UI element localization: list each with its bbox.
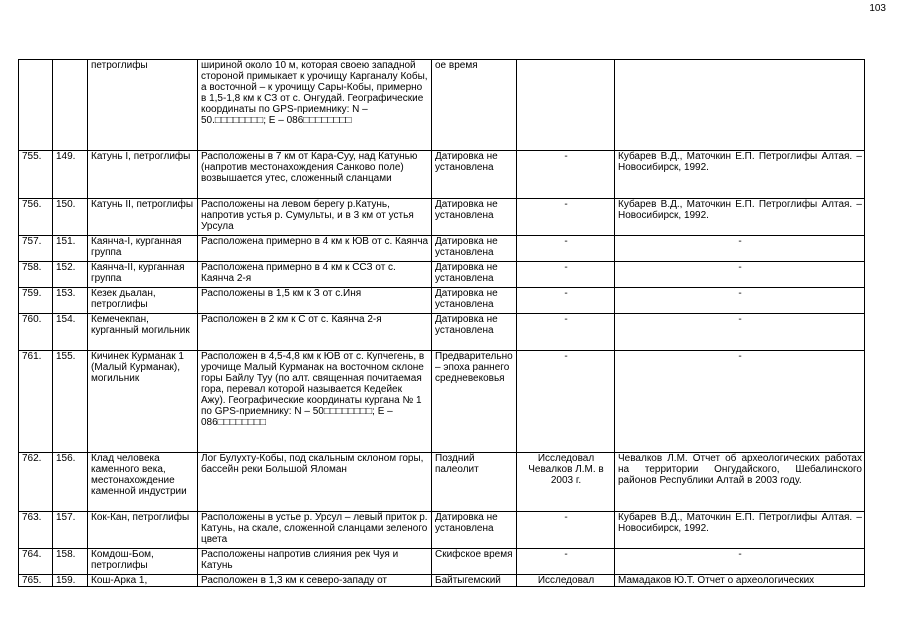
page-number: 103 [869, 3, 886, 14]
cell-literature: Кубарев В.Д., Маточкин Е.П. Петроглифы Алтая. – Новосибирск, 1992. [615, 199, 865, 236]
cell-literature: Чевалков Л.М. Отчет об археологических работах на территории Онгудайского, Шебалинского районов Республики Алтай в 2003 году. [615, 453, 865, 512]
table-row [19, 236, 865, 262]
cell-number: 755. [19, 151, 53, 199]
cell-monument-name: Каянча-I, курганная группа [88, 236, 198, 262]
cell-literature [615, 60, 865, 151]
cell-dating: Датировка не установлена [432, 288, 517, 314]
cell-sub-number: 150. [53, 199, 88, 236]
cell-monument-name: Кок-Кан, петроглифы [88, 512, 198, 549]
cell-researcher: - [517, 151, 615, 199]
monuments-table [18, 59, 865, 587]
cell-sub-number: 159. [53, 575, 88, 587]
cell-sub-number: 149. [53, 151, 88, 199]
cell-researcher: - [517, 314, 615, 351]
cell-literature: Кубарев В.Д., Маточкин Е.П. Петроглифы Алтая. – Новосибирск, 1992. [615, 512, 865, 549]
cell-dating: Датировка не установлена [432, 512, 517, 549]
cell-literature: Кубарев В.Д., Маточкин Е.П. Петроглифы Алтая. – Новосибирск, 1992. [615, 151, 865, 199]
cell-location: Расположены на левом берегу р.Катунь, напротив устья р. Сумульты, и в 3 км от устья Урсула [198, 199, 432, 236]
cell-monument-name: Кемечекпан, курганный могильник [88, 314, 198, 351]
cell-monument-name: Каянча-II, курганная группа [88, 262, 198, 288]
cell-monument-name: Кош-Арка 1, [88, 575, 198, 587]
cell-location: Расположена примерно в 4 км к ЮВ от с. Каянча [198, 236, 432, 262]
cell-researcher: - [517, 351, 615, 453]
cell-number: 762. [19, 453, 53, 512]
cell-number [19, 60, 53, 151]
table-row [19, 549, 865, 575]
cell-literature: - [615, 549, 865, 575]
table-row [19, 351, 865, 453]
cell-sub-number: 157. [53, 512, 88, 549]
cell-dating: Предварительно – эпоха раннего средневековья [432, 351, 517, 453]
cell-sub-number: 154. [53, 314, 88, 351]
cell-location: Расположены напротив слияния рек Чуя и Катунь [198, 549, 432, 575]
cell-location: Расположен в 1,3 км к северо-западу от [198, 575, 432, 587]
cell-researcher: - [517, 199, 615, 236]
cell-number: 756. [19, 199, 53, 236]
cell-number: 761. [19, 351, 53, 453]
table-row [19, 60, 865, 151]
cell-number: 757. [19, 236, 53, 262]
cell-researcher: - [517, 262, 615, 288]
cell-researcher: - [517, 512, 615, 549]
cell-location: шириной около 10 м, которая своею западной стороной примыкает к урочищу Карганалу Кобы, а восточной – к урочищу Сары-Кобы, примерно в 1,5-1,8 км к СЗ от с. Онгудай. Географические координаты по GPS-приемнику: N – 50.□□□□□□□□; E – 086□□□□□□□□ [198, 60, 432, 151]
cell-dating: Датировка не установлена [432, 199, 517, 236]
table-body [19, 60, 865, 587]
cell-monument-name: петроглифы [88, 60, 198, 151]
cell-number: 758. [19, 262, 53, 288]
cell-location: Расположен в 4,5-4,8 км к ЮВ от с. Купчегень, в урочище Малый Курманак на восточном склоне горы Байлу Туу (по алт. священная почитаемая гора, перевал которой называется Кедейек Ажу). Географические координаты кургана № 1 по GPS-приемнику: N – 50□□□□□□□□; E – 086□□□□□□□□ [198, 351, 432, 453]
cell-number: 763. [19, 512, 53, 549]
cell-monument-name: Комдош-Бом, петроглифы [88, 549, 198, 575]
table-row [19, 151, 865, 199]
cell-researcher: Исследовал [517, 575, 615, 587]
cell-literature: - [615, 288, 865, 314]
table-row [19, 314, 865, 351]
table-row [19, 512, 865, 549]
cell-sub-number: 152. [53, 262, 88, 288]
table-row [19, 199, 865, 236]
table-row [19, 262, 865, 288]
cell-dating: ое время [432, 60, 517, 151]
cell-sub-number: 156. [53, 453, 88, 512]
cell-dating: Скифское время [432, 549, 517, 575]
cell-literature: - [615, 236, 865, 262]
cell-literature: Мамадаков Ю.Т. Отчет о археологических [615, 575, 865, 587]
cell-number: 764. [19, 549, 53, 575]
cell-location: Расположены в 1,5 км к З от с.Иня [198, 288, 432, 314]
cell-researcher [517, 60, 615, 151]
cell-sub-number: 151. [53, 236, 88, 262]
cell-location: Расположен в 2 км к С от с. Каянча 2-я [198, 314, 432, 351]
cell-monument-name: Клад человека каменного века, местонахождение каменной индустрии [88, 453, 198, 512]
cell-number: 760. [19, 314, 53, 351]
cell-researcher: - [517, 236, 615, 262]
cell-sub-number: 158. [53, 549, 88, 575]
table-row [19, 575, 865, 587]
cell-location: Расположены в 7 км от Кара-Суу, над Катунью (напротив местонахождения Санково поле) возвышается утес, сложенный сланцами [198, 151, 432, 199]
cell-location: Лог Булухту-Кобы, под скальным склоном горы, бассейн реки Большой Яломан [198, 453, 432, 512]
cell-researcher: Исследовал Чевалков Л.М. в 2003 г. [517, 453, 615, 512]
cell-dating: Датировка не установлена [432, 151, 517, 199]
table-row [19, 288, 865, 314]
cell-researcher: - [517, 288, 615, 314]
cell-monument-name: Катунь II, петроглифы [88, 199, 198, 236]
cell-sub-number [53, 60, 88, 151]
cell-location: Расположены в устье р. Урсул – левый приток р. Катунь, на скале, сложенной сланцами зеленого цвета [198, 512, 432, 549]
cell-literature: - [615, 262, 865, 288]
cell-dating: Поздний палеолит [432, 453, 517, 512]
cell-monument-name: Кезек дьалан, петроглифы [88, 288, 198, 314]
cell-sub-number: 153. [53, 288, 88, 314]
cell-literature: - [615, 314, 865, 351]
cell-number: 759. [19, 288, 53, 314]
cell-monument-name: Кичинек Курманак 1 (Малый Курманак), могильник [88, 351, 198, 453]
cell-dating: Датировка не установлена [432, 236, 517, 262]
cell-researcher: - [517, 549, 615, 575]
cell-dating: Датировка не установлена [432, 262, 517, 288]
cell-sub-number: 155. [53, 351, 88, 453]
cell-monument-name: Катунь I, петроглифы [88, 151, 198, 199]
cell-dating: Датировка не установлена [432, 314, 517, 351]
table-row [19, 453, 865, 512]
cell-literature: - [615, 351, 865, 453]
cell-location: Расположена примерно в 4 км к ССЗ от с. Каянча 2-я [198, 262, 432, 288]
cell-dating: Байтыгемский [432, 575, 517, 587]
cell-number: 765. [19, 575, 53, 587]
